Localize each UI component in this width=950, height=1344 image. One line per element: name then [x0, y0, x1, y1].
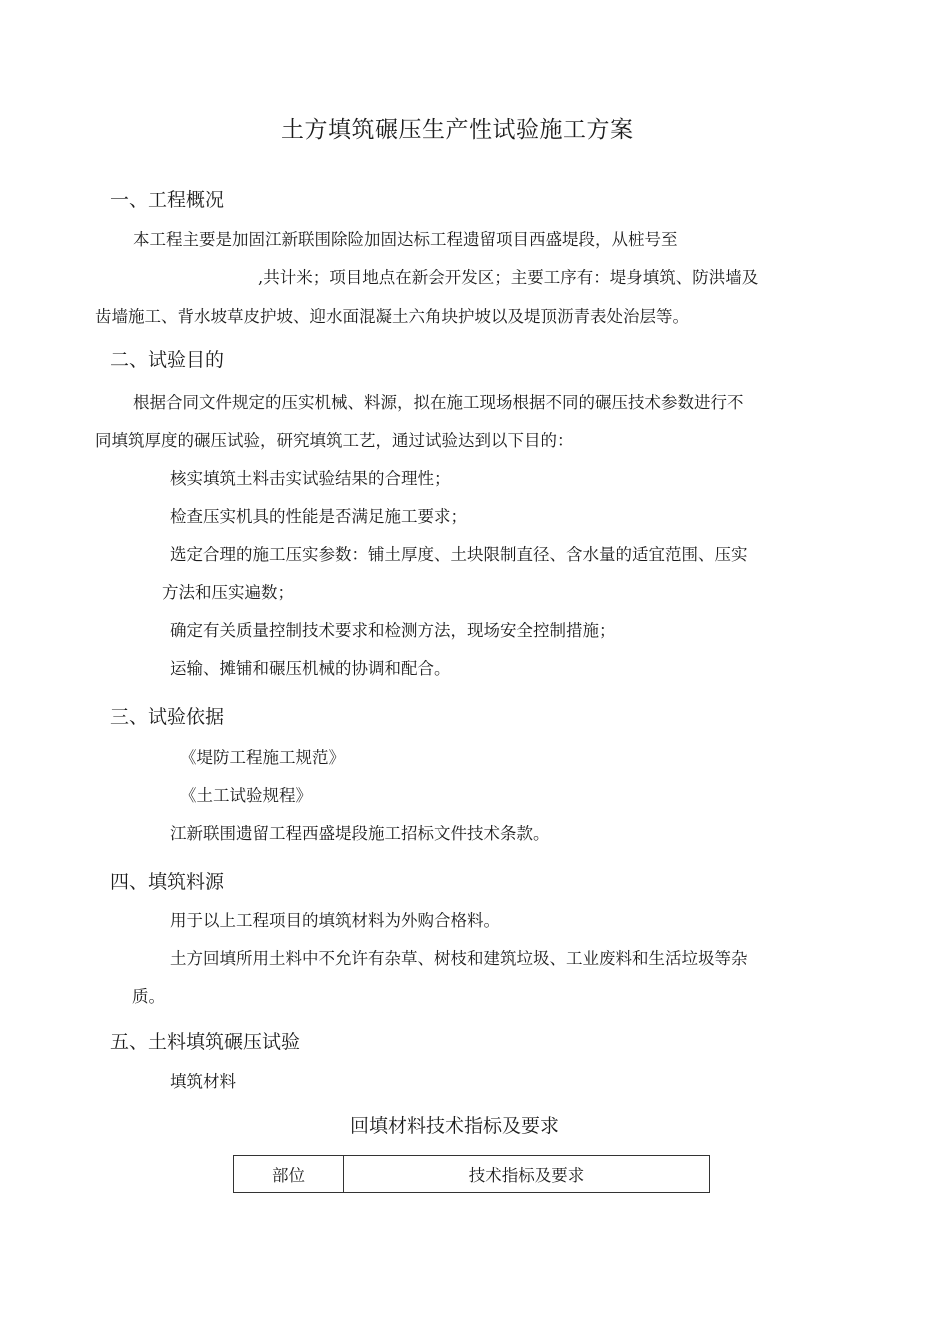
section-1-line-1: 本工程主要是加固江新联围除险加固达标工程遗留项目西盛堤段，从桩号至: [133, 230, 678, 249]
document-title: 土方填筑碾压生产性试验施工方案: [281, 117, 634, 143]
section-4-line-1: 用于以上工程项目的填筑材料为外购合格料。: [170, 911, 500, 930]
section-1-heading: 一、工程概况: [110, 189, 225, 211]
table-header-requirements: 技术指标及要求: [468, 1166, 585, 1185]
section-4-line-2: 土方回填所用土料中不允许有杂草、树枝和建筑垃圾、工业废料和生活垃圾等杂: [170, 949, 748, 968]
table-title: 回填材料技术指标及要求: [350, 1115, 560, 1137]
section-2-item-3: 选定合理的施工压实参数：铺土厚度、土块限制直径、含水量的适宜范围、压实: [170, 545, 748, 564]
section-2-heading: 二、试验目的: [110, 349, 225, 371]
section-2-line-1: 根据合同文件规定的压实机械、料源，拟在施工现场根据不同的碾压技术参数进行不: [133, 393, 744, 412]
section-4-heading: 四、填筑料源: [110, 871, 225, 893]
section-2-item-2: 检查压实机具的性能是否满足施工要求；: [170, 507, 467, 526]
section-4-line-3: 质。: [132, 987, 165, 1006]
section-3-item-2: 《土工试验规程》: [180, 786, 312, 805]
table-header-location: 部位: [234, 1156, 344, 1192]
section-3-item-1: 《堤防工程施工规范》: [180, 748, 345, 767]
section-3-heading: 三、试验依据: [110, 706, 225, 728]
section-1-line-3: 齿墙施工、背水坡草皮护坡、迎水面混凝土六角块护坡以及堤顶沥青表处治层等。: [95, 307, 689, 326]
section-1-line-2: ,共计米；项目地点在新会开发区；主要工序有：堤身填筑、防洪墙及: [258, 268, 759, 287]
section-5-heading: 五、土料填筑碾压试验: [110, 1031, 301, 1053]
section-2-item-4: 确定有关质量控制技术要求和检测方法，现场安全控制措施；: [170, 621, 616, 640]
requirements-table: [233, 1155, 710, 1193]
section-3-item-3: 江新联围遗留工程西盛堤段施工招标文件技术条款。: [170, 824, 550, 843]
section-2-line-2: 同填筑厚度的碾压试验，研究填筑工艺，通过试验达到以下目的：: [95, 431, 574, 450]
section-2-item-3-cont: 方法和压实遍数；: [162, 583, 294, 602]
section-2-item-5: 运输、摊铺和碾压机械的协调和配合。: [170, 659, 451, 678]
section-5-subheading: 填筑材料: [170, 1072, 236, 1091]
section-2-item-1: 核实填筑土料击实试验结果的合理性；: [170, 469, 451, 488]
